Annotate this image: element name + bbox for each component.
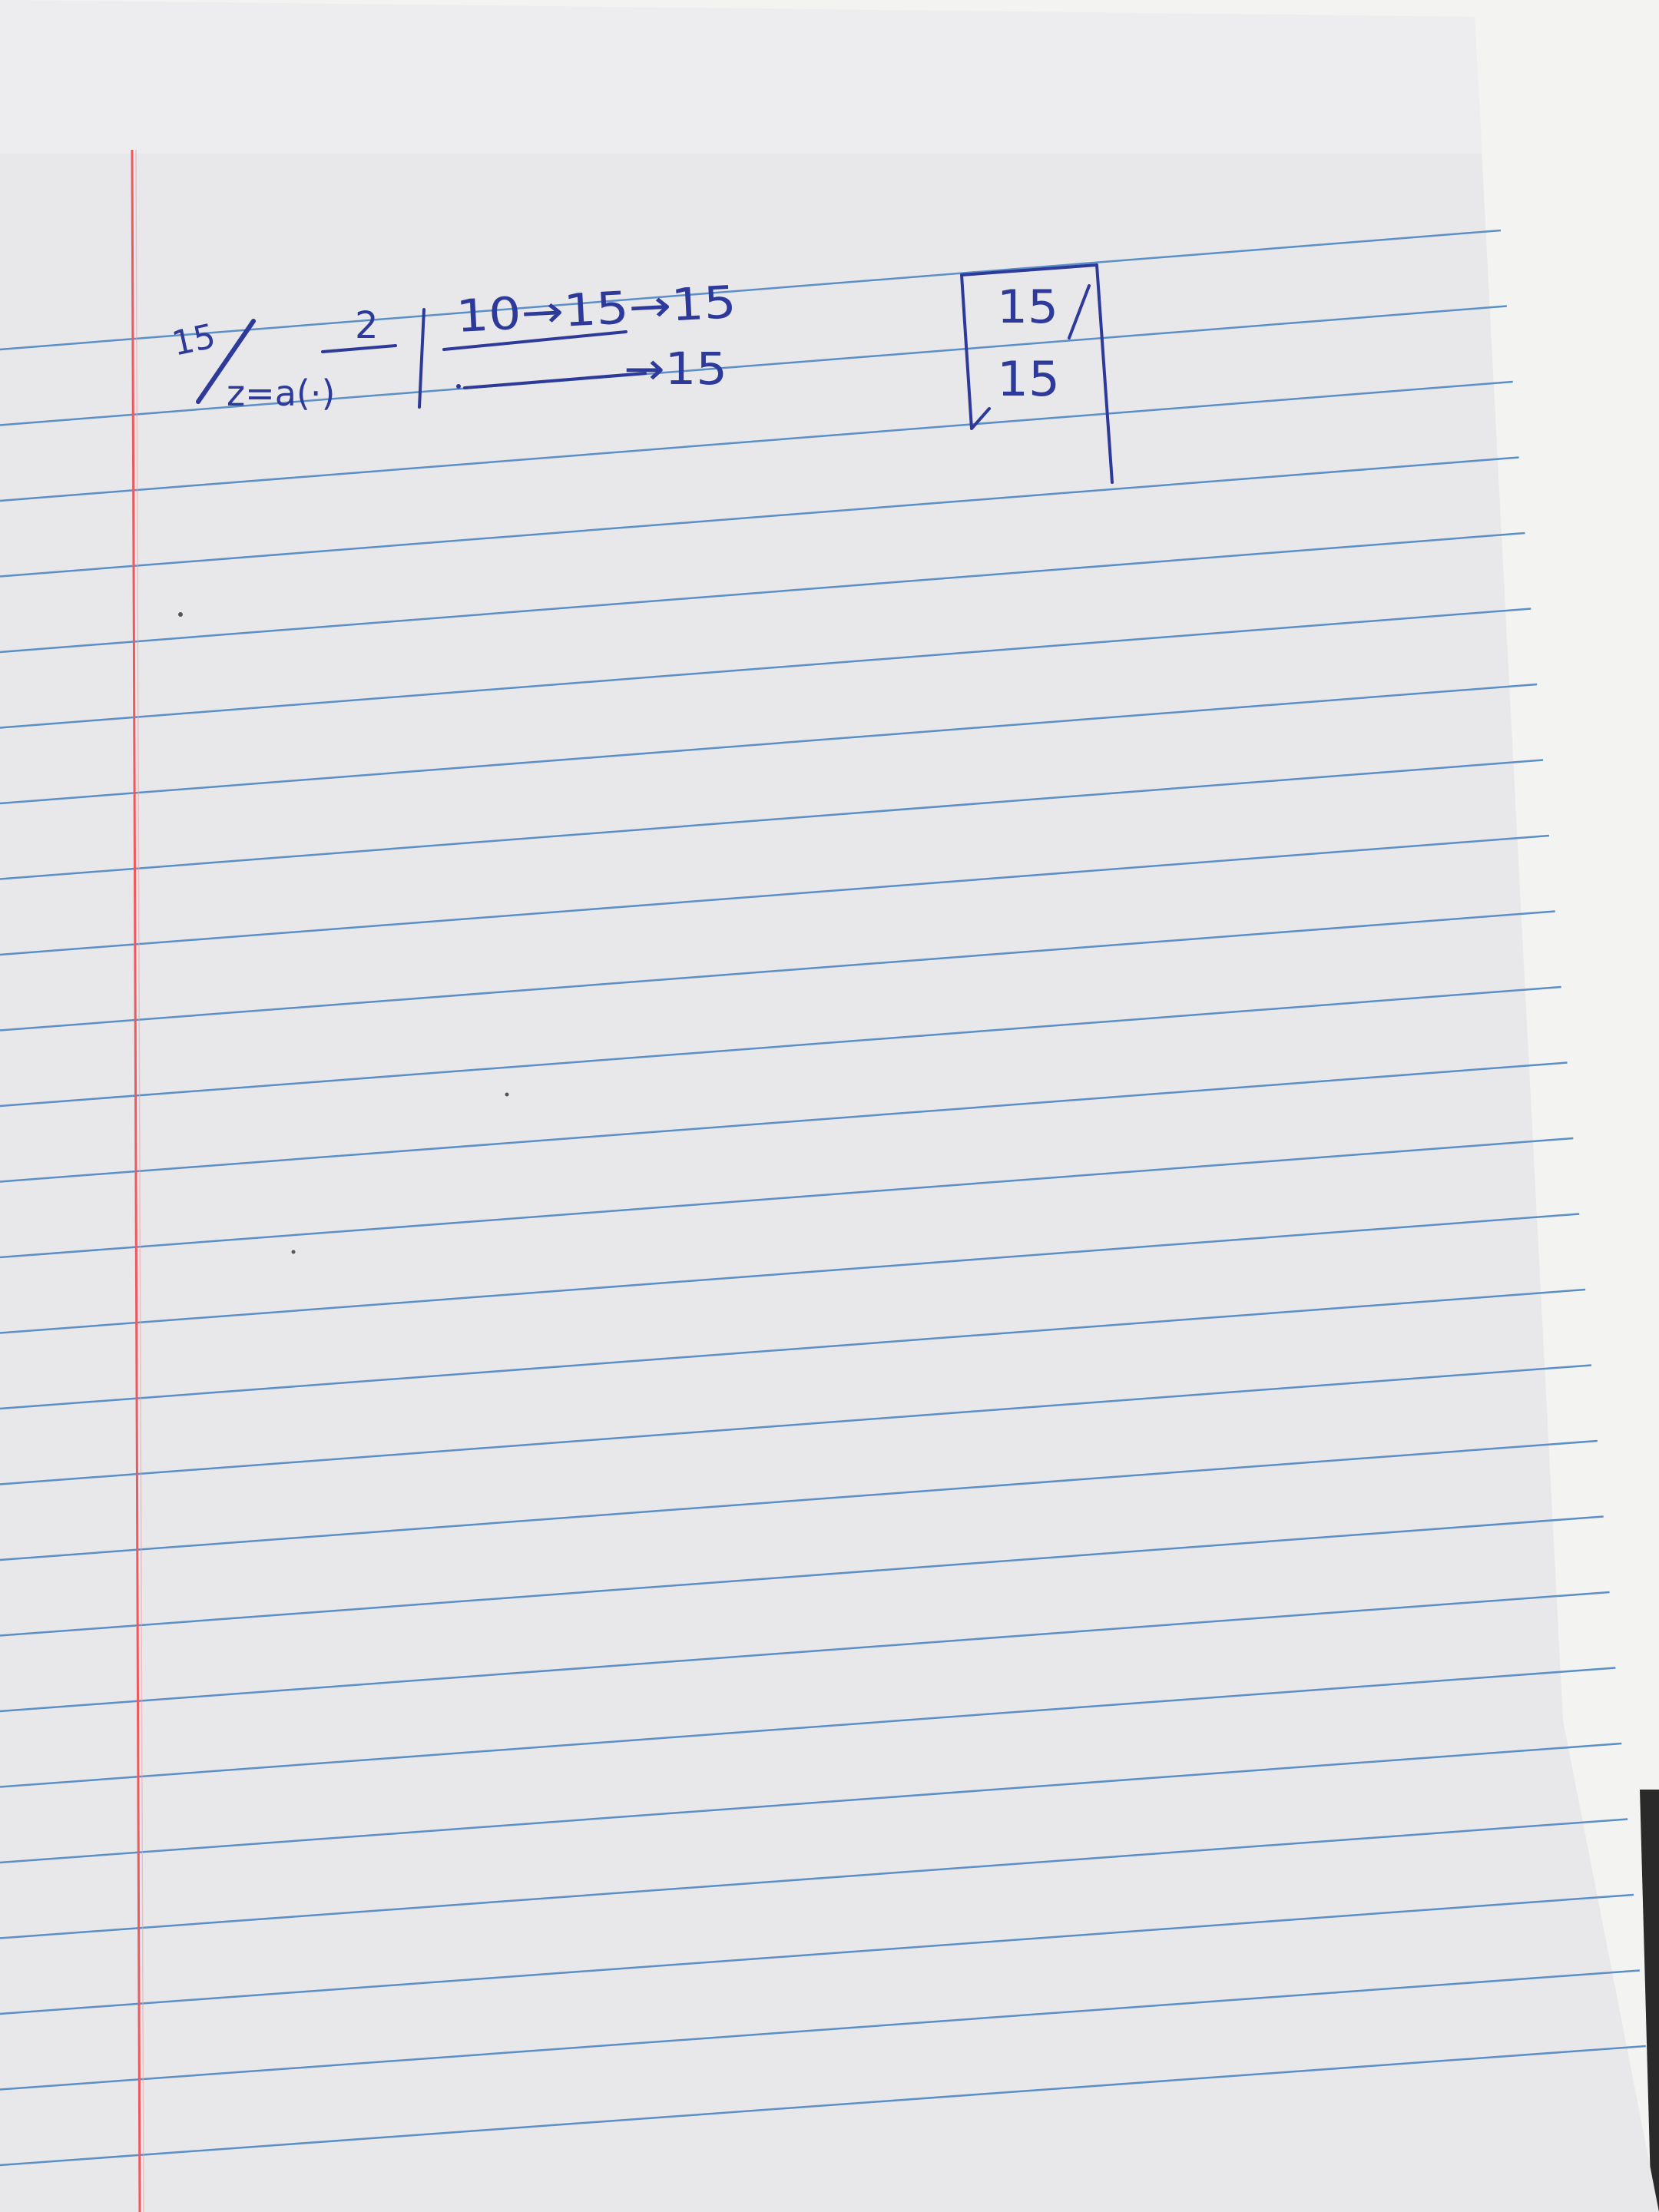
fraction-numerator: 15 [168, 316, 220, 364]
equation-left: z=a(·) [227, 373, 336, 414]
stray-dot [505, 1093, 509, 1097]
box-top-value: 15 [997, 280, 1058, 334]
box-bottom-value: 15 [997, 351, 1060, 407]
page-highlight [0, 0, 1482, 154]
top-row: 10→15→15 [455, 277, 702, 343]
stray-dot [178, 612, 183, 617]
dot-mark [456, 384, 461, 389]
bottom-row: →15 [624, 343, 727, 395]
divisor: 2 [355, 304, 379, 347]
stray-dot [292, 1250, 296, 1254]
